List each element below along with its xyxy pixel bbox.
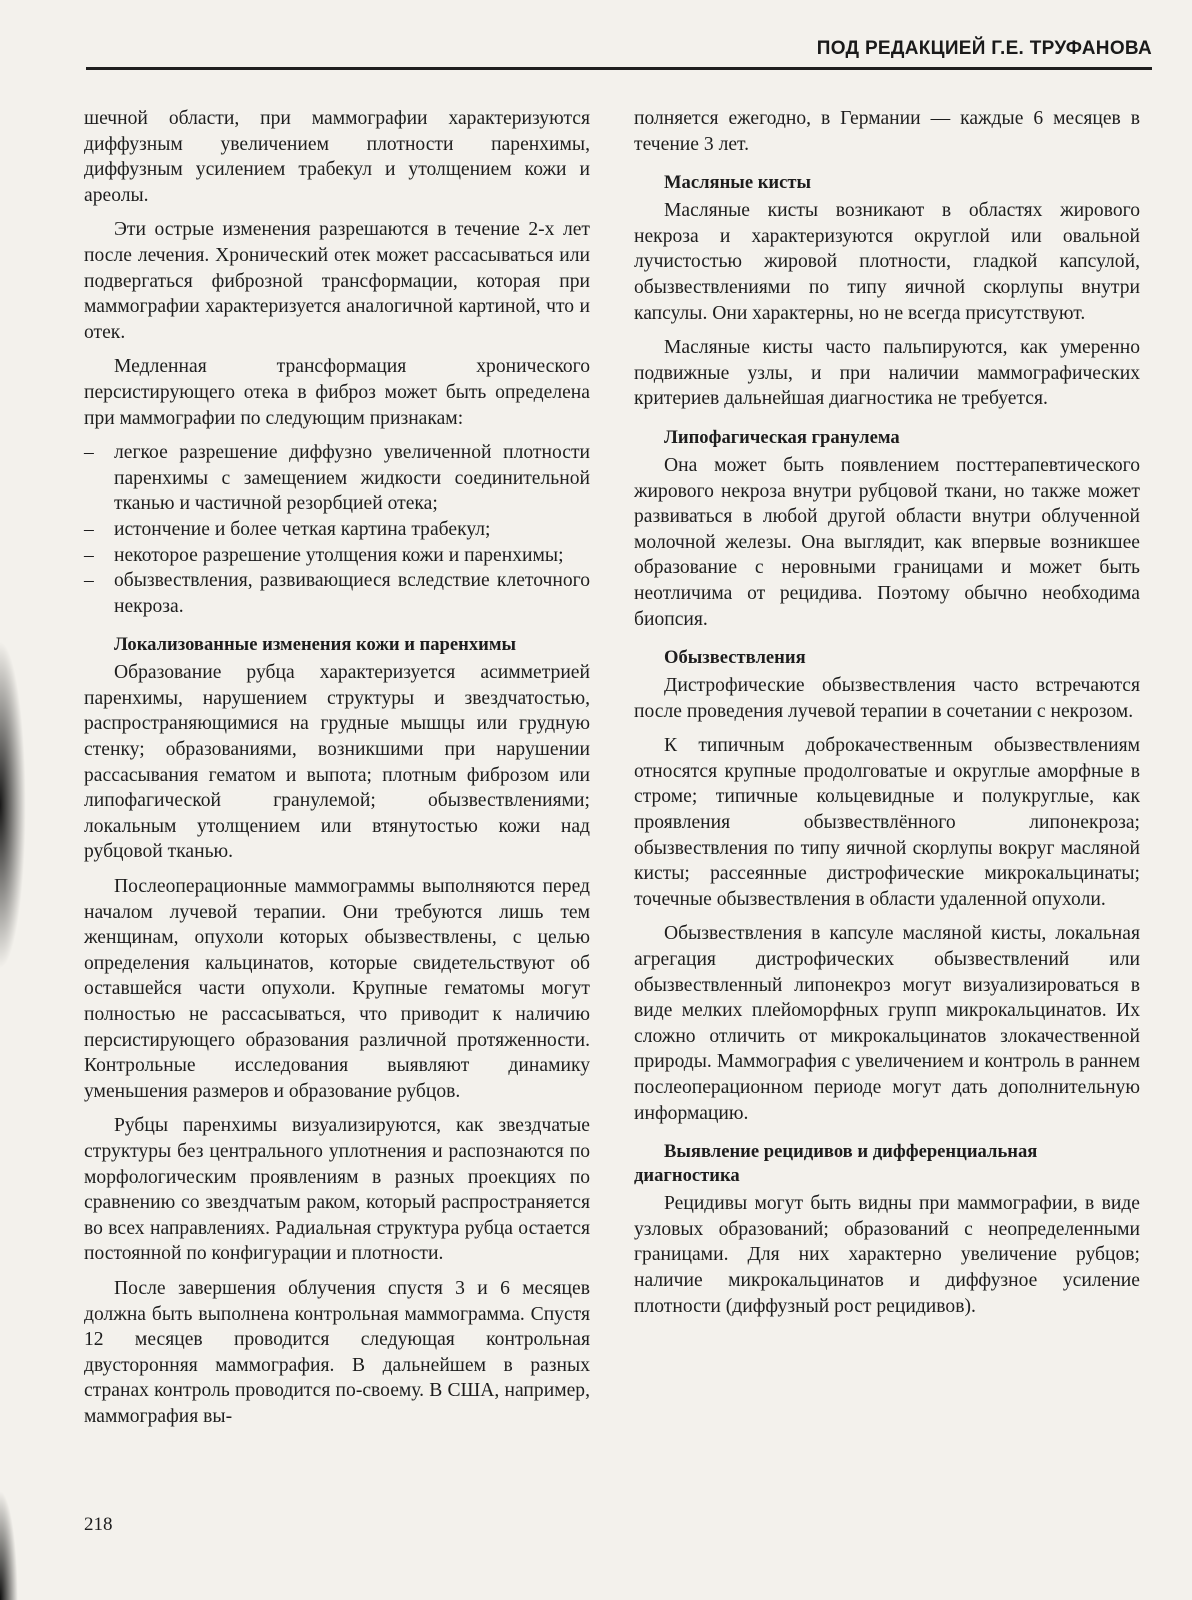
left-column <box>84 106 590 1439</box>
paragraph: Масляные кисты возникают в областях жирового некроза и характеризуются округлой или овальной лучистостью жировой плотности, гладкой капсулой, обызвествлениями по типу яичной скорлупы внутри капсулы. Они характерны, но не всегда присутствуют. <box>634 200 1140 324</box>
paragraph: Образование рубца характеризуется асимметрией паренхимы, нарушением структуры и звездчатостью, распространяющимися на грудные мышцы или грудную стенку; образованиями, возникшими при нарушении рассасывания гематом и выпота; плотным фиброзом или липофагической гранулемой; обызвествлениями; локальным утолщением или втянутостью кожи над рубцовой тканью. <box>84 662 590 863</box>
paragraph: Рубцы паренхимы визуализируются, как звездчатые структуры без центрального уплотнения и распознаются по морфологическим проявлениям в разных проекциях по сравнению со звездчатым раком, который распространяется во всех направлениях. Радиальная структура рубца остается постоянной по конфигурации и плотности. <box>84 1115 590 1265</box>
paragraph: Она может быть появлением посттерапевтического жирового некроза внутри рубцовой ткани, но также может развиваться в любой другой области внутри облученной молочной железы. Она выглядит, как впервые возникшее образование с неровными границами и может быть неотличима от рецидива. Поэтому обычно необходима биопсия. <box>634 454 1140 630</box>
list-item: – обызвествления, развивающиеся вследствие клеточного некроза. <box>84 568 590 619</box>
paragraph: Эти острые изменения разрешаются в течение 2-х лет после лечения. Хронический отек может рассасываться или подвергаться фиброзной трансформации, которая при маммографии характеризуется аналогичной картиной, что и отек. <box>84 219 590 343</box>
list-item: – некоторое разрешение утолщения кожи и паренхимы; <box>84 543 590 569</box>
scan-corner-shadow <box>0 1490 18 1600</box>
feature-list <box>84 440 590 619</box>
list-item: – легкое разрешение диффузно увеличенной плотности паренхимы с замещением жидкости соединительной тканью и частичной резорбцией отека; <box>84 440 590 517</box>
list-item: – истончение и более четкая картина трабекул; <box>84 517 590 543</box>
section-heading: Обызвествления <box>664 647 806 669</box>
paragraph: После завершения облучения спустя 3 и 6 месяцев должна быть выполнена контрольная маммограмма. Спустя 12 месяцев проводится следующая контрольная двусторонняя маммография. В дальнейшем в разных странах контроль проводится по-своему. В США, например, маммография вы- <box>84 1277 590 1427</box>
running-header <box>86 38 1152 72</box>
paragraph: Послеоперационные маммограммы выполняются перед началом лучевой терапии. Они требуются лишь тем женщинам, опухоли которых обызвествлены, с целью определения кальцинатов, которые свидетельствуют об оставшейся части опухоли. Крупные гематомы могут полностью не рассасываться, что приводит к наличию персистирующего образования различной протяженности. Контрольные исследования выявляют динамику уменьшения размеров и образование рубцов. <box>84 876 590 1102</box>
paragraph: Масляные кисты часто пальпируются, как умеренно подвижные узлы, и при наличии маммографических критериев дальнейшая диагностика не требуется. <box>634 337 1140 410</box>
scan-edge-shadow <box>0 640 26 970</box>
right-column <box>634 106 1140 1328</box>
paragraph: К типичным доброкачественным обызвествлениям относятся крупные продолговатые и округлые аморфные в строме; типичные кольцевидные и полукруглые, как проявления обызвествлённого липонекроза; обызвествления по типу яичной скорлупы вокруг масляной кисты; рассеянные дистрофические микрокальцинаты; точечные обызвествления в области удаленной опухоли. <box>634 735 1140 910</box>
section-heading: Выявление рецидивов и дифференциальная диагностика <box>634 1141 1038 1187</box>
paragraph: Обызвествления в капсуле масляной кисты, локальная агрегация дистрофических обызвествлений или обызвествленный липонекроз могут визуализироваться в виде мелких плейоморфных групп микрокальцинатов. Их сложно отличить от микрокальцинатов злокачественной природы. Маммография с увеличением и контроль в раннем послеоперационном периоде могут дать дополнительную информацию. <box>634 923 1140 1124</box>
paragraph: Рецидивы могут быть видны при маммографии, в виде узловых образований; образований с неопределенными границами. Для них характерно увеличение рубцов; наличие микрокальцинатов и диффузное усиление плотности (диффузный рост рецидивов). <box>634 1193 1140 1317</box>
paragraph: полняется ежегодно, в Германии — каждые 6 месяцев в течение 3 лет. <box>634 108 1140 155</box>
paragraph: Медленная трансформация хронического персистирующего отека в фиброз может быть определена при маммографии по следующим признакам: <box>84 356 590 429</box>
section-heading: Масляные кисты <box>664 172 812 194</box>
section-heading: Локализованные изменения кожи и паренхимы <box>114 634 517 656</box>
header-rule <box>86 67 1152 70</box>
page-number: 218 <box>84 1514 113 1535</box>
paragraph: Дистрофические обызвествления часто встречаются после проведения лучевой терапии в сочетании с некрозом. <box>634 675 1140 722</box>
paragraph: шечной области, при маммографии характеризуются диффузным увеличением плотности паренхимы, диффузным усилением трабекул и утолщением кожи и ареолы. <box>84 108 590 206</box>
section-heading: Липофагическая гранулема <box>664 426 900 448</box>
running-header-title: ПОД РЕДАКЦИЕЙ Г.Е. ТРУФАНОВА <box>816 38 1152 59</box>
